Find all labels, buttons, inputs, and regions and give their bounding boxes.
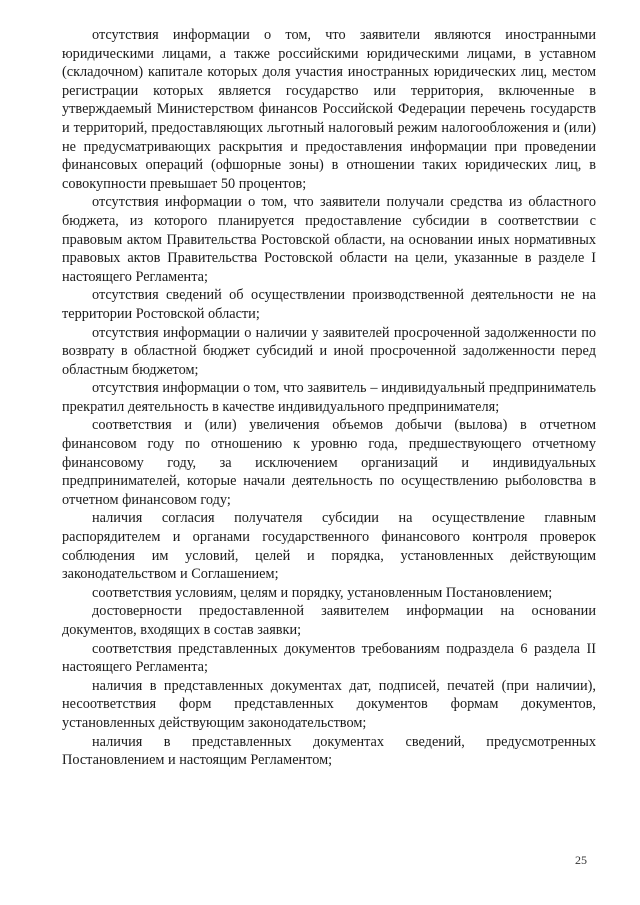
paragraph-required-information: наличия в представленных документах сведений, предусмотренных Постановлением и настоящим Регламентом; [62, 733, 596, 769]
paragraph-regional-budget-funds: отсутствия информации о том, что заявители получали средства из областного бюджета, из которого планируется предоставление субсидии в соответствии с правовым актом Правительства Ростовской области, на основании иных нормативных правовых актов Правительства Ростовской области на цели, указанные в разделе I настоящего Регламента; [62, 194, 596, 285]
paragraph-information-reliability: достоверности предоставленной заявителем информации на основании документов, входящих в состав заявки; [62, 603, 596, 638]
paragraph-overdue-debt: отсутствия информации о наличии у заявителей просроченной задолженности по возврату в областной бюджет субсидий и иной просроченной задолженности перед областным бюджетом; [62, 324, 596, 378]
page-number: 25 [575, 853, 587, 867]
paragraph-entrepreneur-ceased: отсутствия информации о том, что заявитель – индивидуальный предприниматель прекратил деятельность в качестве индивидуального предпринимателя; [62, 380, 596, 415]
paragraph-offshore-criterion: отсутствия информации о том, что заявители являются иностранными юридическими лицами, а также российскими юридическими лицами, в уставном (складочном) капитале которых доля участия иностранных юридических лиц, местом регистрации которых является государство или территория, включенные в утверждаемый Министерством финансов Российской Федерации перечень государств и территорий, предоставляющих льготный налоговый режим налогообложения и (или) не предусматривающих раскрытия и предоставления информации при проведении финансовых операций (офшорные зоны) в отношении таких юридических лиц, в совокупности превышает 50 процентов; [62, 27, 596, 192]
paragraph-catch-volume: соответствия и (или) увеличения объемов добычи (вылова) в отчетном финансовом году по отношению к уровню года, предшествующего отчетному финансовому году, за исключением организаций и индивидуальных предпринимателей, которые начали деятельность по осуществлению рыболовства в отчетном финансовом году; [62, 417, 596, 508]
paragraph-conditions-compliance: соответствия условиям, целям и порядку, установленным Постановлением; [92, 584, 553, 601]
paragraph-production-territory: отсутствия сведений об осуществлении производственной деятельности не на территории Ростовской области; [62, 287, 596, 322]
paragraph-documents-requirements: соответствия представленных документов требованиям подраздела 6 раздела II настоящего Регламента; [62, 640, 596, 676]
paragraph-audit-consent: наличия согласия получателя субсидии на осуществление главным распорядителем и органами государственного финансового контроля проверок соблюдения им условий, целей и порядка, установленных действующим законодательством и Соглашением; [62, 510, 596, 583]
document-body [62, 26, 596, 770]
paragraph-dates-signatures: наличия в представленных документах дат, подписей, печатей (при наличии), несоответствия форм представленных документов формам документов, установленных действующим законодательством; [62, 677, 596, 731]
